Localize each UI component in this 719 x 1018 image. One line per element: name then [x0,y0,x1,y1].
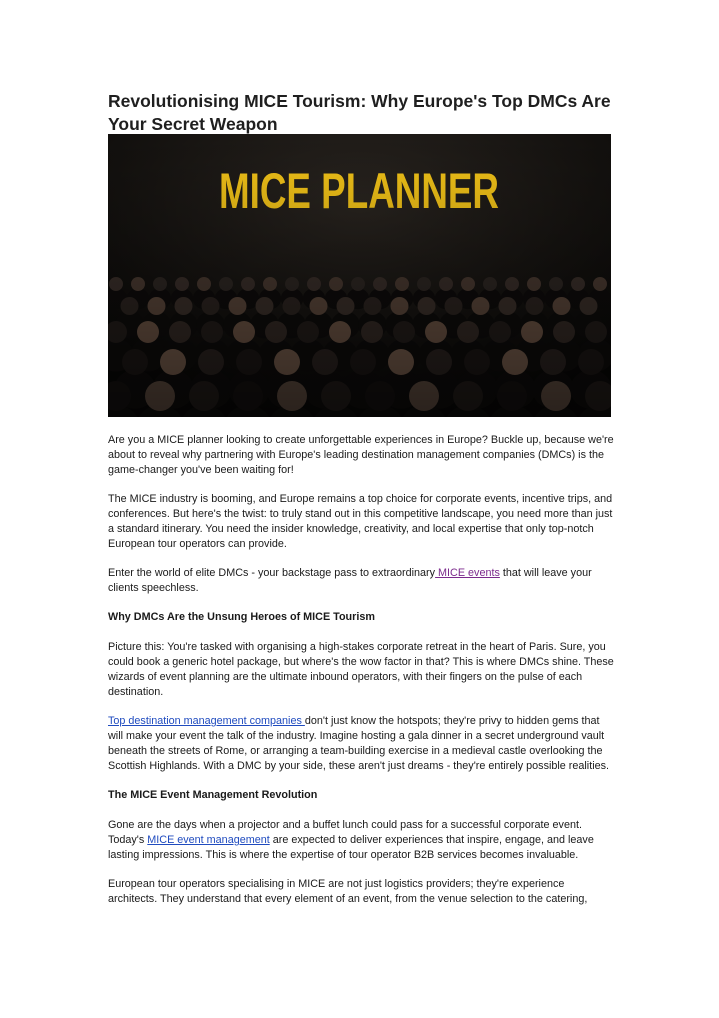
mice-events-link[interactable]: MICE events [435,567,500,579]
section-heading-revolution: The MICE Event Management Revolution [108,789,318,801]
paragraph-paris: Picture this: You're tasked with organising a high-stakes corporate retreat in the heart of Paris. Sure, you could book a generic hotel package, but where's the wow factor in that? This is where DMCs shine. These wizards of event planning are the ultimate inbound operators, with their fingers on the pulse of each destination. [108,641,614,698]
paragraph-gone-are-days [108,818,614,863]
paragraph-architects: European tour operators specialising in MICE are not just logistics providers; they're experience architects. They understand that every element of an event, from the venue selection to the catering, [108,878,588,905]
mice-event-management-link[interactable]: MICE event management [147,834,270,846]
section-heading-dmcs: Why DMCs Are the Unsung Heroes of MICE Tourism [108,611,375,623]
destination-management-link[interactable]: Top destination management companies [108,715,305,727]
text-span: don't just know the hotspots; they're privy to hidden gems that will make your event the talk of the industry. Imagine hosting a gala dinner in a secret underground vault beneath the streets of Rome, or arranging a team-building exercise in a medieval castle overlooking the Scottish Highlands. With a DMC by your side, these aren't just dreams - they're entirely possible realities. [108,715,609,772]
text-span: are expected to deliver experiences that inspire, engage, and leave lasting impressions. This is where the expertise of tour operator B2B services becomes invaluable. [108,834,594,861]
text-span: that will leave your clients speechless. [108,567,592,594]
article-title: Revolutionising MICE Tourism: Why Europe's Top DMCs Are Your Secret Weapon [108,91,611,134]
paragraph-intro: Are you a MICE planner looking to create unforgettable experiences in Europe? Buckle up, because we're about to reveal why partnering with Europe's leading destination management companies (DMCs) is the game-changer you've been waiting for! [108,434,614,476]
paragraph-elite-dmcs [108,566,614,596]
text-span: Gone are the days when a projector and a buffet lunch could pass for a successful corporate event. Today's [108,819,582,846]
text-span: Enter the world of elite DMCs - your backstage pass to extraordinary [108,567,436,579]
hero-illustration [108,134,611,417]
hero-image [108,134,611,417]
hero-vignette [108,134,611,417]
paragraph-industry: The MICE industry is booming, and Europe remains a top choice for corporate events, incentive trips, and conferences. But here's the twist: to truly stand out in this competitive landscape, you need more than just a standard itinerary. You need the insider knowledge, creativity, and local expertise that only top-notch European tour operators can provide. [108,493,613,550]
paragraph-hidden-gems [108,714,614,774]
article-body [108,433,614,921]
